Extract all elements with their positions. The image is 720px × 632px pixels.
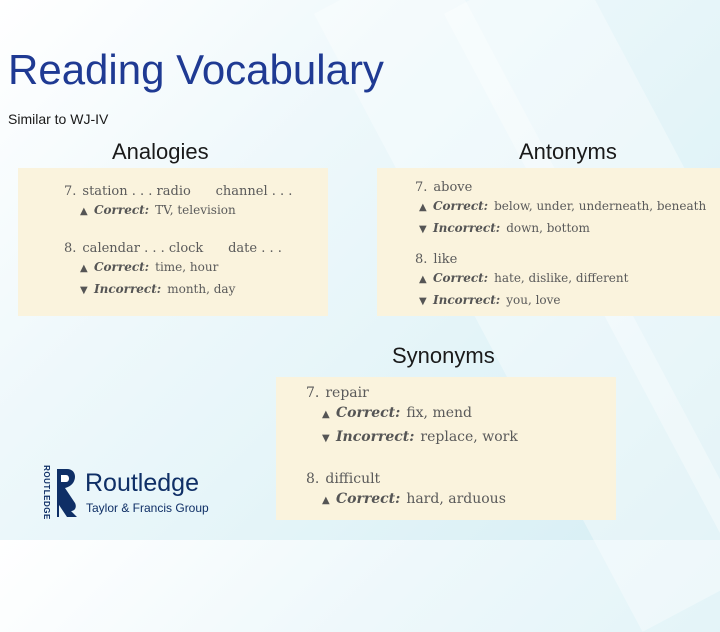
answer-correct: ▲ Correct: hate, dislike, different: [419, 271, 629, 285]
routledge-r-icon: [53, 467, 79, 519]
answer-correct: ▲ Correct: hard, arduous: [322, 491, 506, 507]
antonyms-item: [369, 180, 720, 235]
answer-incorrect: ▼ Incorrect: replace, work: [322, 429, 518, 445]
answer-incorrect: ▼ Incorrect: down, bottom: [419, 221, 590, 235]
synonyms-item: [260, 471, 616, 507]
triangle-up-icon: ▲: [322, 495, 330, 506]
logo-tagline: Taylor & Francis Group: [86, 501, 209, 515]
triangle-down-icon: ▼: [80, 285, 88, 296]
answer-correct: ▲ Correct: below, under, underneath, beneath: [419, 199, 707, 213]
item-prompt: 8. like: [415, 252, 458, 267]
answer-incorrect: ▼ Incorrect: month, day: [80, 282, 236, 296]
item-prompt: 7. repair: [306, 385, 369, 401]
slide-title: Reading Vocabulary: [8, 46, 384, 93]
answer-correct: ▲ Correct: TV, television: [80, 203, 236, 217]
item-prompt: 7. station . . . radio channel . . .: [64, 184, 293, 199]
triangle-up-icon: ▲: [419, 274, 427, 285]
triangle-up-icon: ▲: [80, 206, 88, 217]
answer-correct: ▲ Correct: time, hour: [80, 260, 219, 274]
synonyms-heading: Synonyms: [392, 343, 495, 368]
triangle-down-icon: ▼: [419, 296, 427, 307]
antonyms-item: [369, 252, 720, 307]
item-prompt: 8. difficult: [306, 471, 381, 487]
triangle-down-icon: ▼: [419, 224, 427, 235]
analogies-panel: [18, 168, 328, 316]
answer-correct: ▲ Correct: fix, mend: [322, 405, 472, 421]
logo-name: Routledge: [85, 469, 199, 497]
analogies-heading: Analogies: [112, 139, 209, 164]
logo-vertical-text: ROUTLEDGE: [41, 465, 51, 520]
synonyms-item: [260, 385, 616, 445]
triangle-down-icon: ▼: [322, 433, 330, 444]
synonyms-panel: [276, 377, 616, 520]
triangle-up-icon: ▲: [419, 202, 427, 213]
antonyms-panel: [377, 168, 720, 316]
antonyms-heading: Antonyms: [519, 139, 617, 164]
item-prompt: 7. above: [415, 180, 473, 195]
routledge-logo: [40, 465, 240, 520]
item-prompt: 8. calendar . . . clock date . . .: [64, 241, 282, 256]
triangle-up-icon: ▲: [322, 409, 330, 420]
analogies-item: [18, 241, 328, 296]
triangle-up-icon: ▲: [80, 263, 88, 274]
answer-incorrect: ▼ Incorrect: you, love: [419, 293, 561, 307]
analogies-item: [18, 184, 328, 217]
slide-subtitle: Similar to WJ-IV: [8, 111, 109, 127]
